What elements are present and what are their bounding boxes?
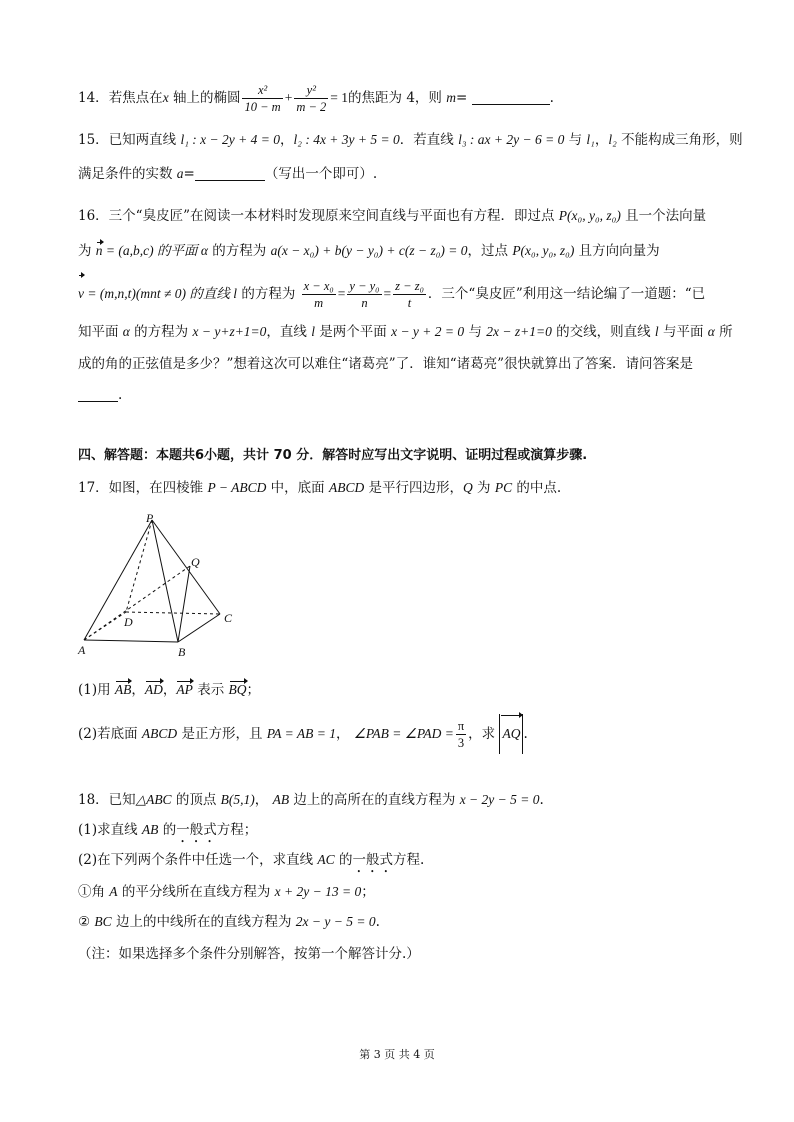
fraction-z: $\frac{\text{z − z₀}}{t}$ [395,279,424,310]
question-16-line-3: v = (m,n,t)(mnt ≠ 0) 的直线 l 的方程为 $\frac{\text{x − x₀}}{m}$ = $\frac{\text{y − y₀}}{n}$ = $\frac{\text{z − z₀}}{t}$ ．三个“臭皮匠”利用这一结论编了一道题：“已 [78,274,705,314]
question-17-part-2: (2)若底面 ABCD 是正方形，且 PA = AB = 1， ∠PAB = ∠PAD = $\frac{\pi}{3}$ ，求 AQ . [78,714,528,754]
label-c: C [224,611,233,625]
label-q: Q [191,555,200,569]
question-16-line-2: 为 n = (a,b,c) 的平面 α 的方程为 a(x − x₀) + b(y − y₀) + c(z − z₀) = 0，过点 P(x₀, y₀, z₀) 且方向向量为 [78,243,660,259]
question-18-condition-1: ①角 A 的平分线所在直线方程为 x + 2y − 13 = 0； [78,884,375,900]
question-18-part-2: (2)在下列两个条件中任选一个，求直线 AC 的一般式方程. [78,852,425,868]
label-a: A [78,643,86,657]
fraction-pi-over-3: $\frac{\pi}{3}$ [457,719,465,750]
question-16-line-4: 知平面 α 的方程为 x − y+z+1=0，直线 l 是两个平面 x − y + 2 = 0 与 2x − z+1=0 的交线，则直线 l 与平面 α 所 [78,324,733,340]
pyramid-figure [70,510,250,660]
fraction-y2: $\frac{\text{y²}}{m - 2}$ [296,83,327,114]
label-b: B [178,645,186,659]
question-16-line-5: 成的角的正弦值是多少？”想着这次可以难住“诸葛亮”了．谁知“诸葛亮”很快就算出了答案．请问答案是 [78,356,694,372]
page-footer: 第 3 页 共 4 页 [359,1048,435,1061]
question-16-line-6: . [78,385,122,405]
answer-blank-15[interactable] [195,166,265,181]
label-p: P [146,511,154,525]
question-18-part-1: (1)求直线 AB 的一般式方程； [78,822,258,838]
question-14: 14．若焦点在x 轴上的椭圆 $\frac{\text{x²}}{10 - m}$ + $\frac{\text{y²}}{m - 2}$ = 1的焦距为 4，则 m= . [78,83,554,114]
question-18-line-1: 18．已知△ABC 的顶点 B(5,1)， AB 边上的高所在的直线方程为 x − 2y − 5 = 0. [78,792,544,808]
question-17-line-1: 17．如图，在四棱锥 P − ABCD 中，底面 ABCD 是平行四边形，Q 为 PC 的中点. [78,480,562,496]
answer-blank-14[interactable] [472,90,550,105]
fraction-x: $\frac{\text{x − x₀}}{m}$ [303,279,334,310]
question-18-condition-2: ② BC 边上的中线所在的直线方程为 2x − y − 5 = 0. [78,914,380,930]
question-15-line-2: 满足条件的实数 a= （写出一个即可）. [78,166,378,182]
question-15-line-1: 15．已知两直线 l₁ : x − 2y + 4 = 0，l₂ : 4x + 3y + 5 = 0．若直线 l₃ : ax + 2y − 6 = 0 与 l₁，l₂ 不能构成三角形，则 [78,132,743,148]
fraction-x2: $\frac{\text{x²}}{10 - m}$ [244,83,281,114]
section-heading: 四、解答题：本题共6小题，共计 70 分．解答时应写出文字说明、证明过程或演算步骤. [78,448,588,463]
label-d: D [124,615,133,629]
fraction-y: $\frac{\text{y − y₀}}{n}$ [349,279,380,310]
question-16-line-1: 16．三个“臭皮匠”在阅读一本材料时发现原来空间直线与平面也有方程．即过点 P(x₀, y₀, z₀) 且一个法向量 [78,208,707,224]
question-18-note: （注：如果选择多个条件分别解答，按第一个解答计分.） [78,946,420,962]
question-17-part-1: (1)用 AB，AD，AP 表示 BQ； [78,682,261,698]
answer-blank-16[interactable] [78,387,118,402]
